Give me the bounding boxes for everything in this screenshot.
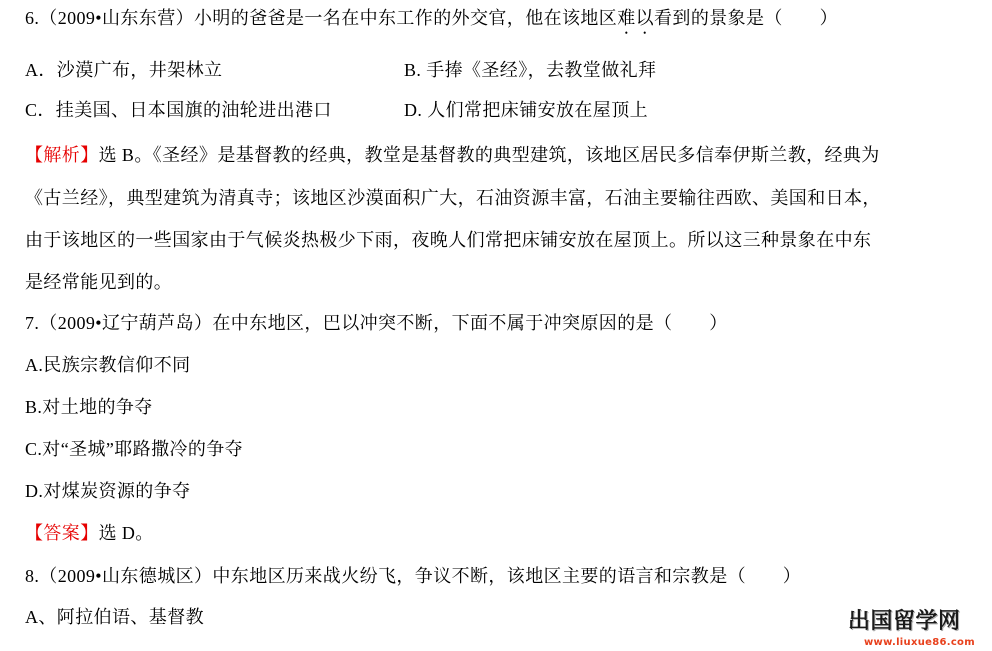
question-7-option-c: C.对“圣城”耶路撒冷的争夺 bbox=[25, 439, 244, 459]
question-7-option-d: D.对煤炭资源的争夺 bbox=[25, 481, 191, 501]
question-6-stem-text-end: 看到的景象是（ ） bbox=[654, 8, 839, 28]
question-8-stem: 8.（2009•山东德城区）中东地区历来战火纷飞，争议不断，该地区主要的语言和宗教是（ ） bbox=[25, 566, 802, 586]
explanation-text: 选 B。《圣经》是基督教的经典，教堂是基督教的典型建筑，该地区居民多信奉伊斯兰教，经典为 bbox=[98, 145, 880, 165]
question-6-stem bbox=[25, 6, 838, 30]
question-6-stem-text: 6.（2009•山东东营）小明的爸爸是一名在中东工作的外交官，他在该地区 bbox=[25, 8, 618, 28]
question-6-explanation-line bbox=[25, 143, 880, 167]
question-7-option-a: A.民族宗教信仰不同 bbox=[25, 355, 191, 375]
question-6-emphasized-text: 难以 bbox=[617, 8, 655, 28]
question-6-option-c: C．挂美国、日本国旗的油轮进出港口 bbox=[25, 100, 332, 120]
question-7-stem: 7.（2009•辽宁葫芦岛）在中东地区，巴以冲突不断，下面不属于冲突原因的是（ ） bbox=[25, 313, 728, 333]
watermark-title: 出国留学网 bbox=[848, 609, 961, 634]
question-8-option-a: A、阿拉伯语、基督教 bbox=[25, 607, 204, 627]
question-7-option-b: B.对土地的争夺 bbox=[25, 397, 153, 417]
question-6-option-a: A．沙漠广布，井架林立 bbox=[25, 60, 223, 80]
question-6-explanation-line: 是经常能见到的。 bbox=[25, 272, 173, 292]
question-7-answer bbox=[25, 521, 154, 545]
watermark-url: www.liuxue86.com bbox=[864, 637, 975, 648]
question-6-option-d: D. 人们常把床铺安放在屋顶上 bbox=[404, 100, 648, 120]
explanation-label: 【解析】 bbox=[25, 145, 99, 165]
question-6-explanation-line: 由于该地区的一些国家由于气候炎热极少下雨，夜晚人们常把床铺安放在屋顶上。所以这三种景象在中东 bbox=[25, 230, 872, 250]
question-6-option-b: B. 手捧《圣经》，去教堂做礼拜 bbox=[404, 60, 657, 80]
question-6-explanation-line: 《古兰经》，典型建筑为清真寺；该地区沙漠面积广大，石油资源丰富，石油主要输往西欧、美国和日本， bbox=[25, 188, 881, 208]
answer-label: 【答案】 bbox=[25, 523, 99, 543]
answer-text: 选 D。 bbox=[98, 523, 154, 543]
